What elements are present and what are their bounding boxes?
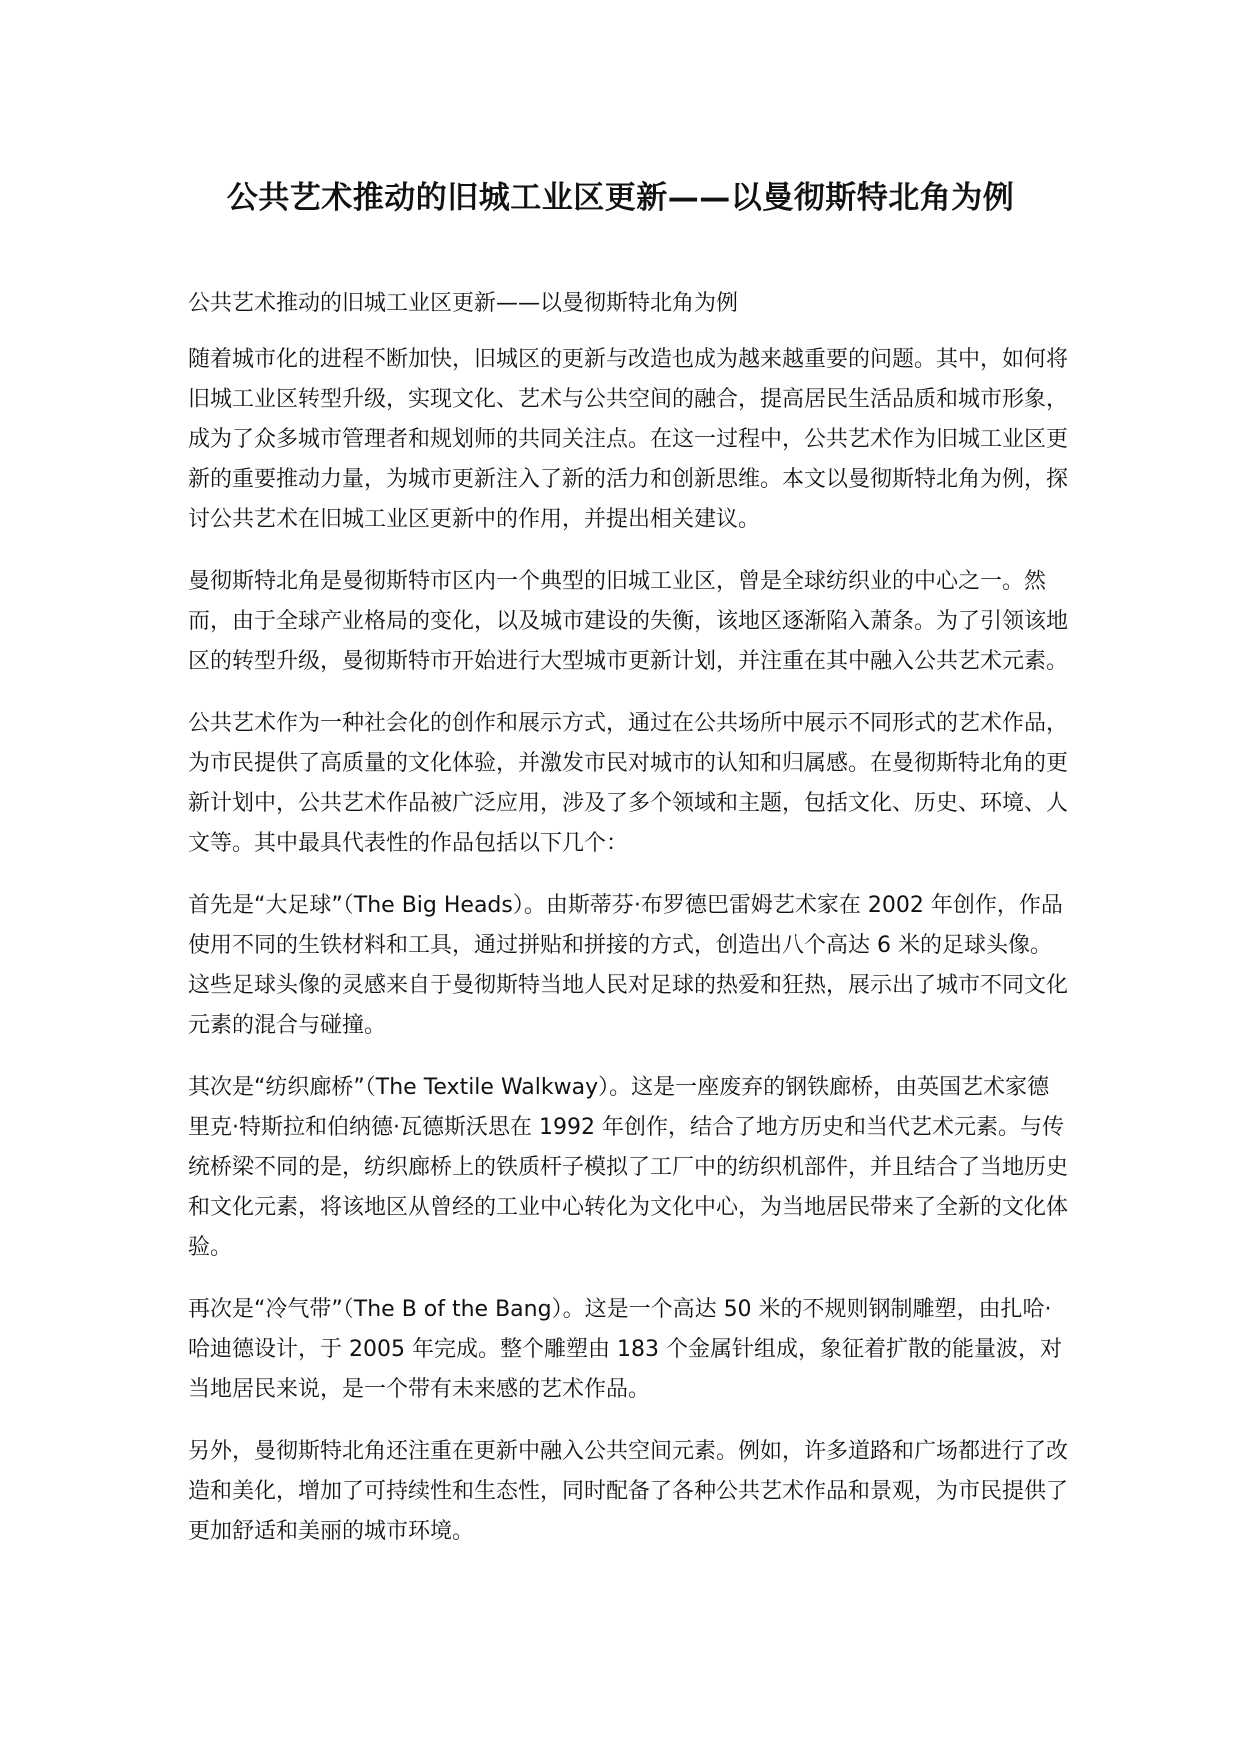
- paragraph-public-art: 公共艺术作为一种社会化的创作和展示方式，通过在公共场所中展示不同形式的艺术作品，为市民提供了高质量的文化体验，并激发市民对城市的认知和归属感。在曼彻斯特北角的更新计划中，公共艺术作品被广泛应用，涉及了多个领域和主题，包括文化、历史、环境、人文等。其中最具代表性的作品包括以下几个：: [188, 711, 1069, 856]
- paragraph-public-space: 另外，曼彻斯特北角还注重在更新中融入公共空间元素。例如，许多道路和广场都进行了改造和美化，增加了可持续性和生态性，同时配备了各种公共艺术作品和景观，为市民提供了更加舒适和美丽的城市环境。: [188, 1439, 1069, 1544]
- document-title: 公共艺术推动的旧城工业区更新——以曼彻斯特北角为例: [226, 180, 1015, 216]
- paragraph-background: 曼彻斯特北角是曼彻斯特市区内一个典型的旧城工业区，曾是全球纺织业的中心之一。然而，由于全球产业格局的变化，以及城市建设的失衡，该地区逐渐陷入萧条。为了引领该地区的转型升级，曼彻斯特市开始进行大型城市更新计划，并注重在其中融入公共艺术元素。: [188, 569, 1069, 674]
- document-subtitle: 公共艺术推动的旧城工业区更新——以曼彻斯特北角为例: [188, 291, 739, 316]
- paragraph-b-of-the-bang: 再次是“冷气带”（The B of the Bang）。这是一个高达 50 米的不规则钢制雕塑，由扎哈·哈迪德设计，于 2005 年完成。整个雕塑由 183 个金属针组成，象征着扩散的能量波，对当地居民来说，是一个带有未来感的艺术作品。: [188, 1297, 1062, 1402]
- paragraph-intro: 随着城市化的进程不断加快，旧城区的更新与改造也成为越来越重要的问题。其中，如何将旧城工业区转型升级，实现文化、艺术与公共空间的融合，提高居民生活品质和城市形象，成为了众多城市管理者和规划师的共同关注点。在这一过程中，公共艺术作为旧城工业区更新的重要推动力量，为城市更新注入了新的活力和创新思维。本文以曼彻斯特北角为例，探讨公共艺术在旧城工业区更新中的作用，并提出相关建议。: [188, 347, 1069, 532]
- paragraph-textile-walkway: 其次是“纺织廊桥”（The Textile Walkway）。这是一座废弃的钢铁廊桥，由英国艺术家德里克·特斯拉和伯纳德·瓦德斯沃思在 1992 年创作，结合了地方历史和当代艺术元素。与传统桥梁不同的是，纺织廊桥上的铁质杆子模拟了工厂中的纺织机部件，并且结合了当地历史和文化元素，将该地区从曾经的工业中心转化为文化中心，为当地居民带来了全新的文化体验。: [188, 1075, 1069, 1260]
- document-body: [188, 284, 1068, 1574]
- paragraph-big-heads: 首先是“大足球”（The Big Heads）。由斯蒂芬·布罗德巴雷姆艺术家在 2002 年创作，作品使用不同的生铁材料和工具，通过拼贴和拼接的方式，创造出八个高达 6 米的足球头像。这些足球头像的灵感来自于曼彻斯特当地人民对足球的热爱和狂热，展示出了城市不同文化元素的混合与碰撞。: [188, 893, 1069, 1038]
